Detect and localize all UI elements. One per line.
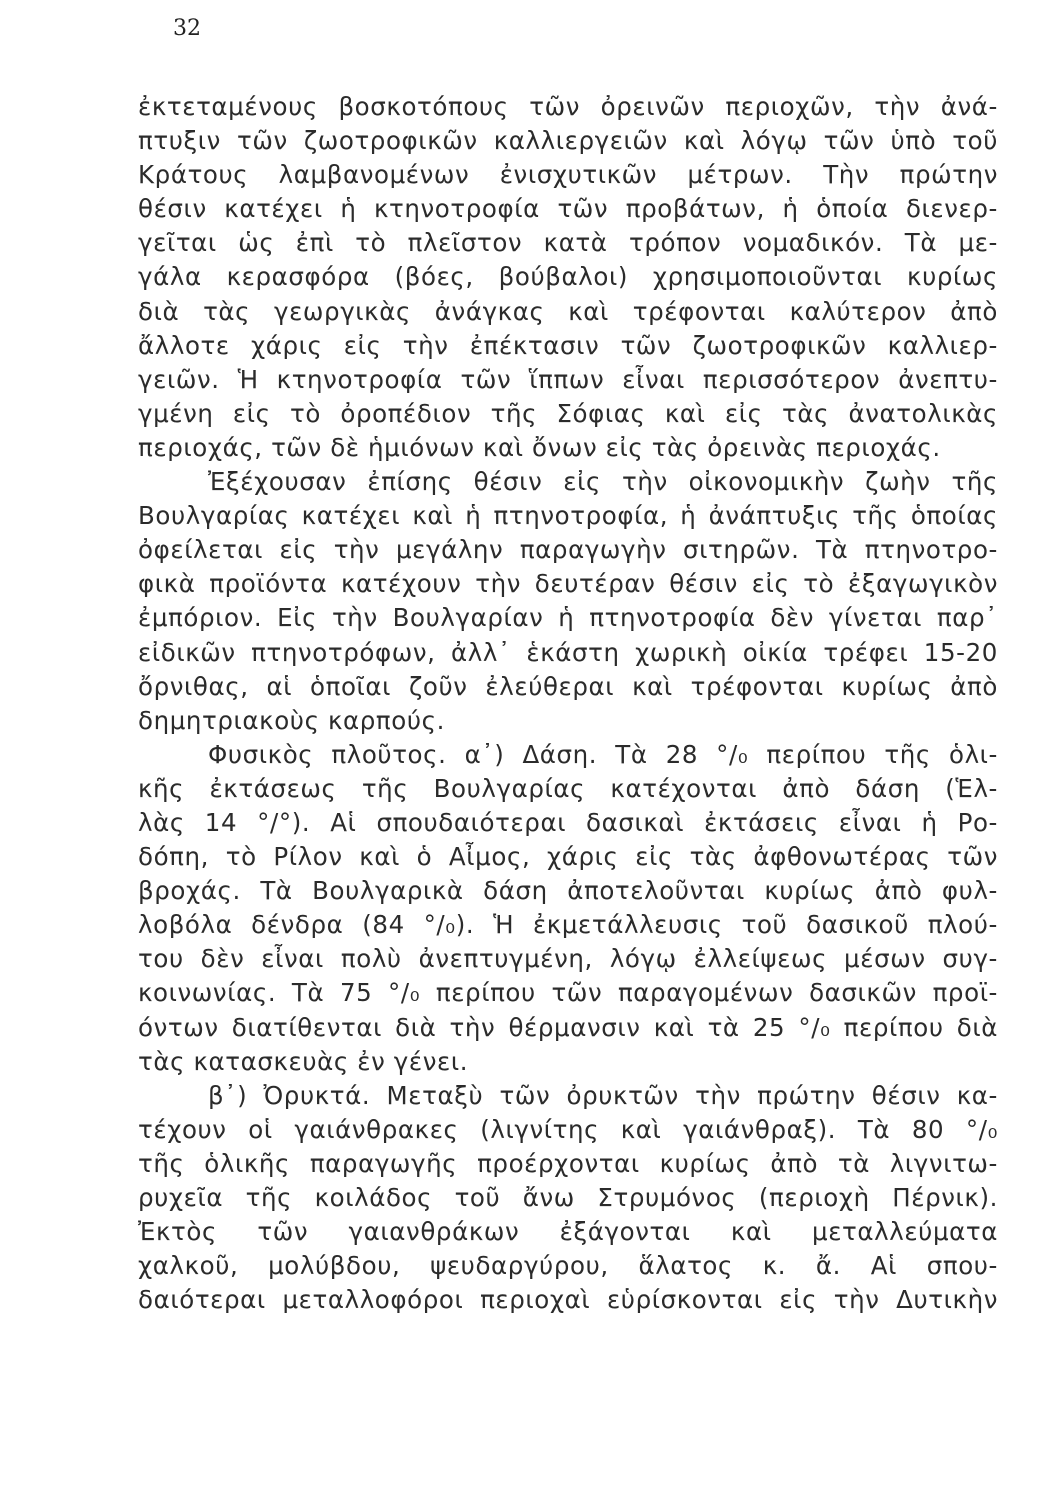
text-line: γεῖται ὡς ἐπὶ τὸ πλεῖστον κατὰ τρόπον νομαδικόν. Τὰ με- [138,228,998,258]
text-line: Ἐξέχουσαν ἐπίσης θέσιν εἰς τὴν οἰκονομικὴν ζωὴν τῆς [208,467,998,497]
text-line: λὰς 14 °/°). Αἱ σπουδαιότεραι δασικαὶ ἐκτάσεις εἶναι ἡ Ρο- [138,807,998,837]
text-line: χαλκοῦ, μολύβδου, ψευδαργύρου, ἅλατος κ. ἄ. Αἱ σπου- [138,1251,998,1281]
text-line: ἐκτεταμένους βοσκοτόπους τῶν ὀρεινῶν περιοχῶν, τὴν ἀνά- [138,92,998,121]
text-line: θέσιν κατέχει ἡ κτηνοτροφία τῶν προβάτων, ἡ ὁποία διενερ- [138,194,998,224]
text-line: Ἐκτὸς τῶν γαιανθράκων ἐξάγονται καὶ μεταλλεύματα [138,1217,998,1247]
text-line: ἐμπόριον. Εἰς τὴν Βουλγαρίαν ἡ πτηνοτροφία δὲν γίνεται παρ᾽ [138,603,998,633]
text-line: πτυξιν τῶν ζωοτροφικῶν καλλιεργειῶν καὶ λόγῳ τῶν ὑπὸ τοῦ [138,126,998,156]
text-line: δόπη, τὸ Ρίλον καὶ ὁ Αἶμος, χάρις εἰς τὰς ἀφθονωτέρας τῶν [138,842,998,872]
body-text [138,90,998,1317]
text-line: Κράτους λαμβανομένων ἐνισχυτικῶν μέτρων. Τὴν πρώτην [138,160,998,190]
text-line: λοβόλα δένδρα (84 °/₀). Ἡ ἐκμετάλλευσις τοῦ δασικοῦ πλού- [138,910,998,940]
text-line: ὄρνιθας, αἱ ὁποῖαι ζοῦν ἐλεύθεραι καὶ τρέφονται κυρίως ἀπὸ [138,671,998,701]
text-line: περιοχάς, τῶν δὲ ἡμιόνων καὶ ὄνων εἰς τὰς ὀρεινὰς περιοχάς. [138,432,941,462]
text-line: Βουλγαρίας κατέχει καὶ ἡ πτηνοτροφία, ἡ ἀνάπτυξις τῆς ὁποίας [138,501,998,531]
text-line: β᾽) Ὀρυκτά. Μεταξὺ τῶν ὀρυκτῶν τὴν πρώτην θέσιν κα- [208,1080,998,1110]
text-line: τὰς κατασκευὰς ἐν γένει. [138,1046,469,1076]
text-line: δημητριακοὺς καρπούς. [138,705,445,735]
text-line: Φυσικὸς πλοῦτος. α᾽) Δάση. Τὰ 28 °/₀ περίπου τῆς ὁλι- [208,739,998,769]
text-line: γειῶν. Ἡ κτηνοτροφία τῶν ἵππων εἶναι περισσότερον ἀνεπτυ- [138,364,998,394]
text-line: εἰδικῶν πτηνοτρόφων, ἀλλ᾽ ἑκάστη χωρικὴ οἰκία τρέφει 15-20 [138,637,998,667]
text-line: ρυχεῖα τῆς κοιλάδος τοῦ ἄνω Στρυμόνος (περιοχὴ Πέρνικ). [138,1183,998,1212]
text-line: βροχάς. Τὰ Βουλγαρικὰ δάση ἀποτελοῦνται κυρίως ἀπὸ φυλ- [138,876,998,906]
text-line: διὰ τὰς γεωργικὰς ἀνάγκας καὶ τρέφονται καλύτερον ἀπὸ [138,296,998,326]
text-line: κοινωνίας. Τὰ 75 °/₀ περίπου τῶν παραγομένων δασικῶν προϊ- [138,978,998,1008]
page-number: 32 [173,16,201,41]
text-line: ἄλλοτε χάρις εἰς τὴν ἐπέκτασιν τῶν ζωοτροφικῶν καλλιερ- [138,330,998,360]
text-line: τέχουν οἱ γαιάνθρακες (λιγνίτης καὶ γαιάνθραξ). Τὰ 80 °/₀ [138,1114,998,1144]
text-line: τῆς ὁλικῆς παραγωγῆς προέρχονται κυρίως ἀπὸ τὰ λιγνιτω- [138,1148,998,1178]
text-line: γάλα κερασφόρα (βόες, βούβαλοι) χρησιμοποιοῦνται κυρίως [138,262,998,292]
text-line: φικὰ προϊόντα κατέχουν τὴν δευτέραν θέσιν εἰς τὸ ἐξαγωγικὸν [138,569,998,599]
text-line: ὀφείλεται εἰς τὴν μεγάλην παραγωγὴν σιτηρῶν. Τὰ πτηνοτρο- [138,535,998,565]
text-line: όντων διατίθενται διὰ τὴν θέρμανσιν καὶ τὰ 25 °/₀ περίπου διὰ [138,1012,998,1042]
text-line: κῆς ἐκτάσεως τῆς Βουλγαρίας κατέχονται ἀπὸ δάση (Ἑλ- [138,773,998,803]
text-line: του δὲν εἶναι πολὺ ἀνεπτυγμένη, λόγῳ ἐλλείψεως μέσων συγ- [138,944,998,974]
text-line: δαιότεραι μεταλλοφόροι περιοχαὶ εὑρίσκονται εἰς τὴν Δυτικὴν [138,1285,998,1315]
text-line: γμένη εἰς τὸ ὀροπέδιον τῆς Σόφιας καὶ εἰς τὰς ἀνατολικὰς [138,398,998,428]
